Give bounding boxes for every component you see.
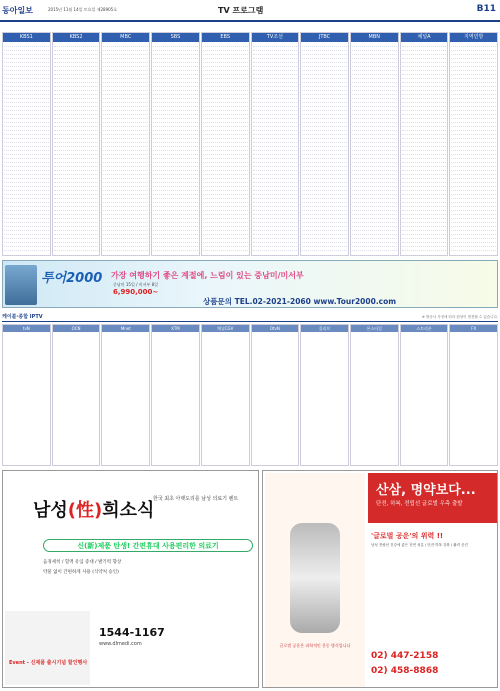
program-line-placeholder (102, 461, 149, 464)
channel-name: 채널A (401, 33, 448, 42)
channel-name: 지역민방 (450, 33, 497, 42)
channel-name: JTBC (301, 33, 348, 42)
medical-ad-title-3: 희소식 (102, 500, 155, 521)
channel-column (2, 324, 51, 466)
issue-date: 2015년 11월 14일 토요일 제28905호 (48, 7, 118, 12)
medical-ad (2, 470, 259, 688)
channel-column (449, 32, 498, 256)
channel-column (251, 324, 300, 466)
channel-column (52, 32, 101, 256)
program-line-placeholder (4, 247, 49, 251)
travel-price: 6,990,000~ (113, 288, 159, 296)
newspaper-name: 동아일보 (2, 6, 33, 15)
program-line-placeholder (103, 247, 148, 251)
cable-header (2, 313, 498, 322)
channel-name: tvN (3, 325, 50, 332)
program-line-placeholder (252, 461, 299, 464)
channel-name: Mnet (102, 325, 149, 332)
channel-column (101, 32, 150, 256)
channel-name: XTM (152, 325, 199, 332)
channel-name: EBS (202, 33, 249, 42)
program-line-placeholder (401, 461, 448, 464)
medical-ad-bullet: 약물 없이 간편하게 사용 (식약처 승인) (43, 570, 119, 575)
health-product-image (290, 523, 340, 633)
travel-photo (5, 265, 37, 305)
channel-name: 온스타일 (351, 325, 398, 332)
channel-column (201, 324, 250, 466)
channel-column (52, 324, 101, 466)
program-line-placeholder (302, 247, 347, 251)
channel-column (2, 32, 51, 256)
travel-contact: 상품문의 TEL.02-2021-2060 www.Tour2000.com (203, 297, 397, 306)
program-line-placeholder (153, 247, 198, 251)
channel-name: MBC (102, 33, 149, 42)
program-line-placeholder (3, 461, 50, 464)
program-line-placeholder (352, 247, 397, 251)
program-line-placeholder (54, 247, 99, 251)
channel-name: KBS1 (3, 33, 50, 42)
health-ad-banner (368, 473, 497, 523)
program-line-placeholder (351, 461, 398, 464)
health-ad-caption: 글로벌 공운은 과학적인 운동 방식입니다 (279, 643, 351, 648)
channel-column (350, 32, 399, 256)
product-image (5, 611, 90, 685)
channel-column (251, 32, 300, 256)
medical-ad-tag: 한국 최초 아랫도리를 남성 의료기 렌트 (153, 496, 239, 502)
channel-column (400, 32, 449, 256)
health-ad (262, 470, 498, 688)
health-ad-phone-1: 02) 447-2158 (371, 651, 439, 661)
channel-column (201, 32, 250, 256)
medical-ad-phone: 1544-1167 (99, 626, 165, 639)
health-ad-phone-2: 02) 458-8868 (371, 666, 439, 676)
medical-ad-event: Event - 신제품 출시기념 할인행사 (9, 660, 88, 666)
channel-name: 올리브 (301, 325, 348, 332)
medical-ad-title-2: (性) (67, 500, 103, 521)
channel-name: KBS2 (53, 33, 100, 42)
page-header (0, 0, 500, 22)
channel-column (300, 32, 349, 256)
program-line-placeholder (450, 461, 497, 464)
health-ad-body: 남성 전립선 건강에 좋은 천연 성분 / 단전·하복 강화 / 활력 증진 (371, 543, 468, 547)
channel-name: FX (450, 325, 497, 332)
channel-name: OCN (53, 325, 100, 332)
cable-title: 케이블·종합 IPTV (2, 314, 43, 320)
health-ad-product-panel (265, 473, 365, 687)
health-ad-highlight: '글로벌 공운'의 위력 !! (371, 532, 444, 540)
health-ad-headline: 산삼, 명약보다... (376, 483, 476, 498)
channel-name: MBN (351, 33, 398, 42)
channel-column (151, 324, 200, 466)
program-line-placeholder (53, 461, 100, 464)
program-line-placeholder (253, 247, 298, 251)
program-line-placeholder (402, 247, 447, 251)
cable-schedule-grid (2, 324, 498, 466)
channel-column (101, 324, 150, 466)
program-line-placeholder (451, 247, 496, 251)
cable-notice: ※ 방송사 사정에 따라 편성이 변경될 수 있습니다. (421, 315, 498, 319)
program-line-placeholder (301, 461, 348, 464)
medical-ad-title (33, 496, 154, 522)
channel-column (400, 324, 449, 466)
health-ad-subline: 단전, 하복, 전립선 글로벌 우측 출발 (376, 501, 463, 507)
program-line-placeholder (202, 461, 249, 464)
travel-products: 중남미 15일 / 미서부 8일 (113, 282, 158, 287)
channel-column (449, 324, 498, 466)
page-number: B11 (476, 4, 496, 14)
program-line-placeholder (203, 247, 248, 251)
channel-name: 스토리온 (401, 325, 448, 332)
channel-name: TV조선 (252, 33, 299, 42)
medical-ad-site: www.dlmedi.com (99, 641, 142, 647)
medical-ad-title-1: 남성 (33, 500, 68, 521)
channel-column (350, 324, 399, 466)
channel-column (300, 324, 349, 466)
medical-ad-bullet: 음경세척 / 혈액 유입 증대 / 발기력 향상 (43, 560, 122, 565)
medical-ad-banner: 신(新)제품 탄생! 간편휴대 사용편리한 의료기 (43, 539, 253, 552)
travel-logo: 투어2000 (41, 271, 103, 286)
section-title: TV 프로그램 (218, 6, 264, 15)
travel-ad (2, 260, 498, 308)
program-line-placeholder (152, 461, 199, 464)
channel-name: 채널CGV (202, 325, 249, 332)
travel-slogan: 가장 여행하기 좋은 계절에, 느림이 있는 중남미/미서부 (111, 271, 304, 280)
channel-name: SBS (152, 33, 199, 42)
tv-schedule-grid (2, 32, 498, 256)
channel-name: OtvN (252, 325, 299, 332)
channel-column (151, 32, 200, 256)
